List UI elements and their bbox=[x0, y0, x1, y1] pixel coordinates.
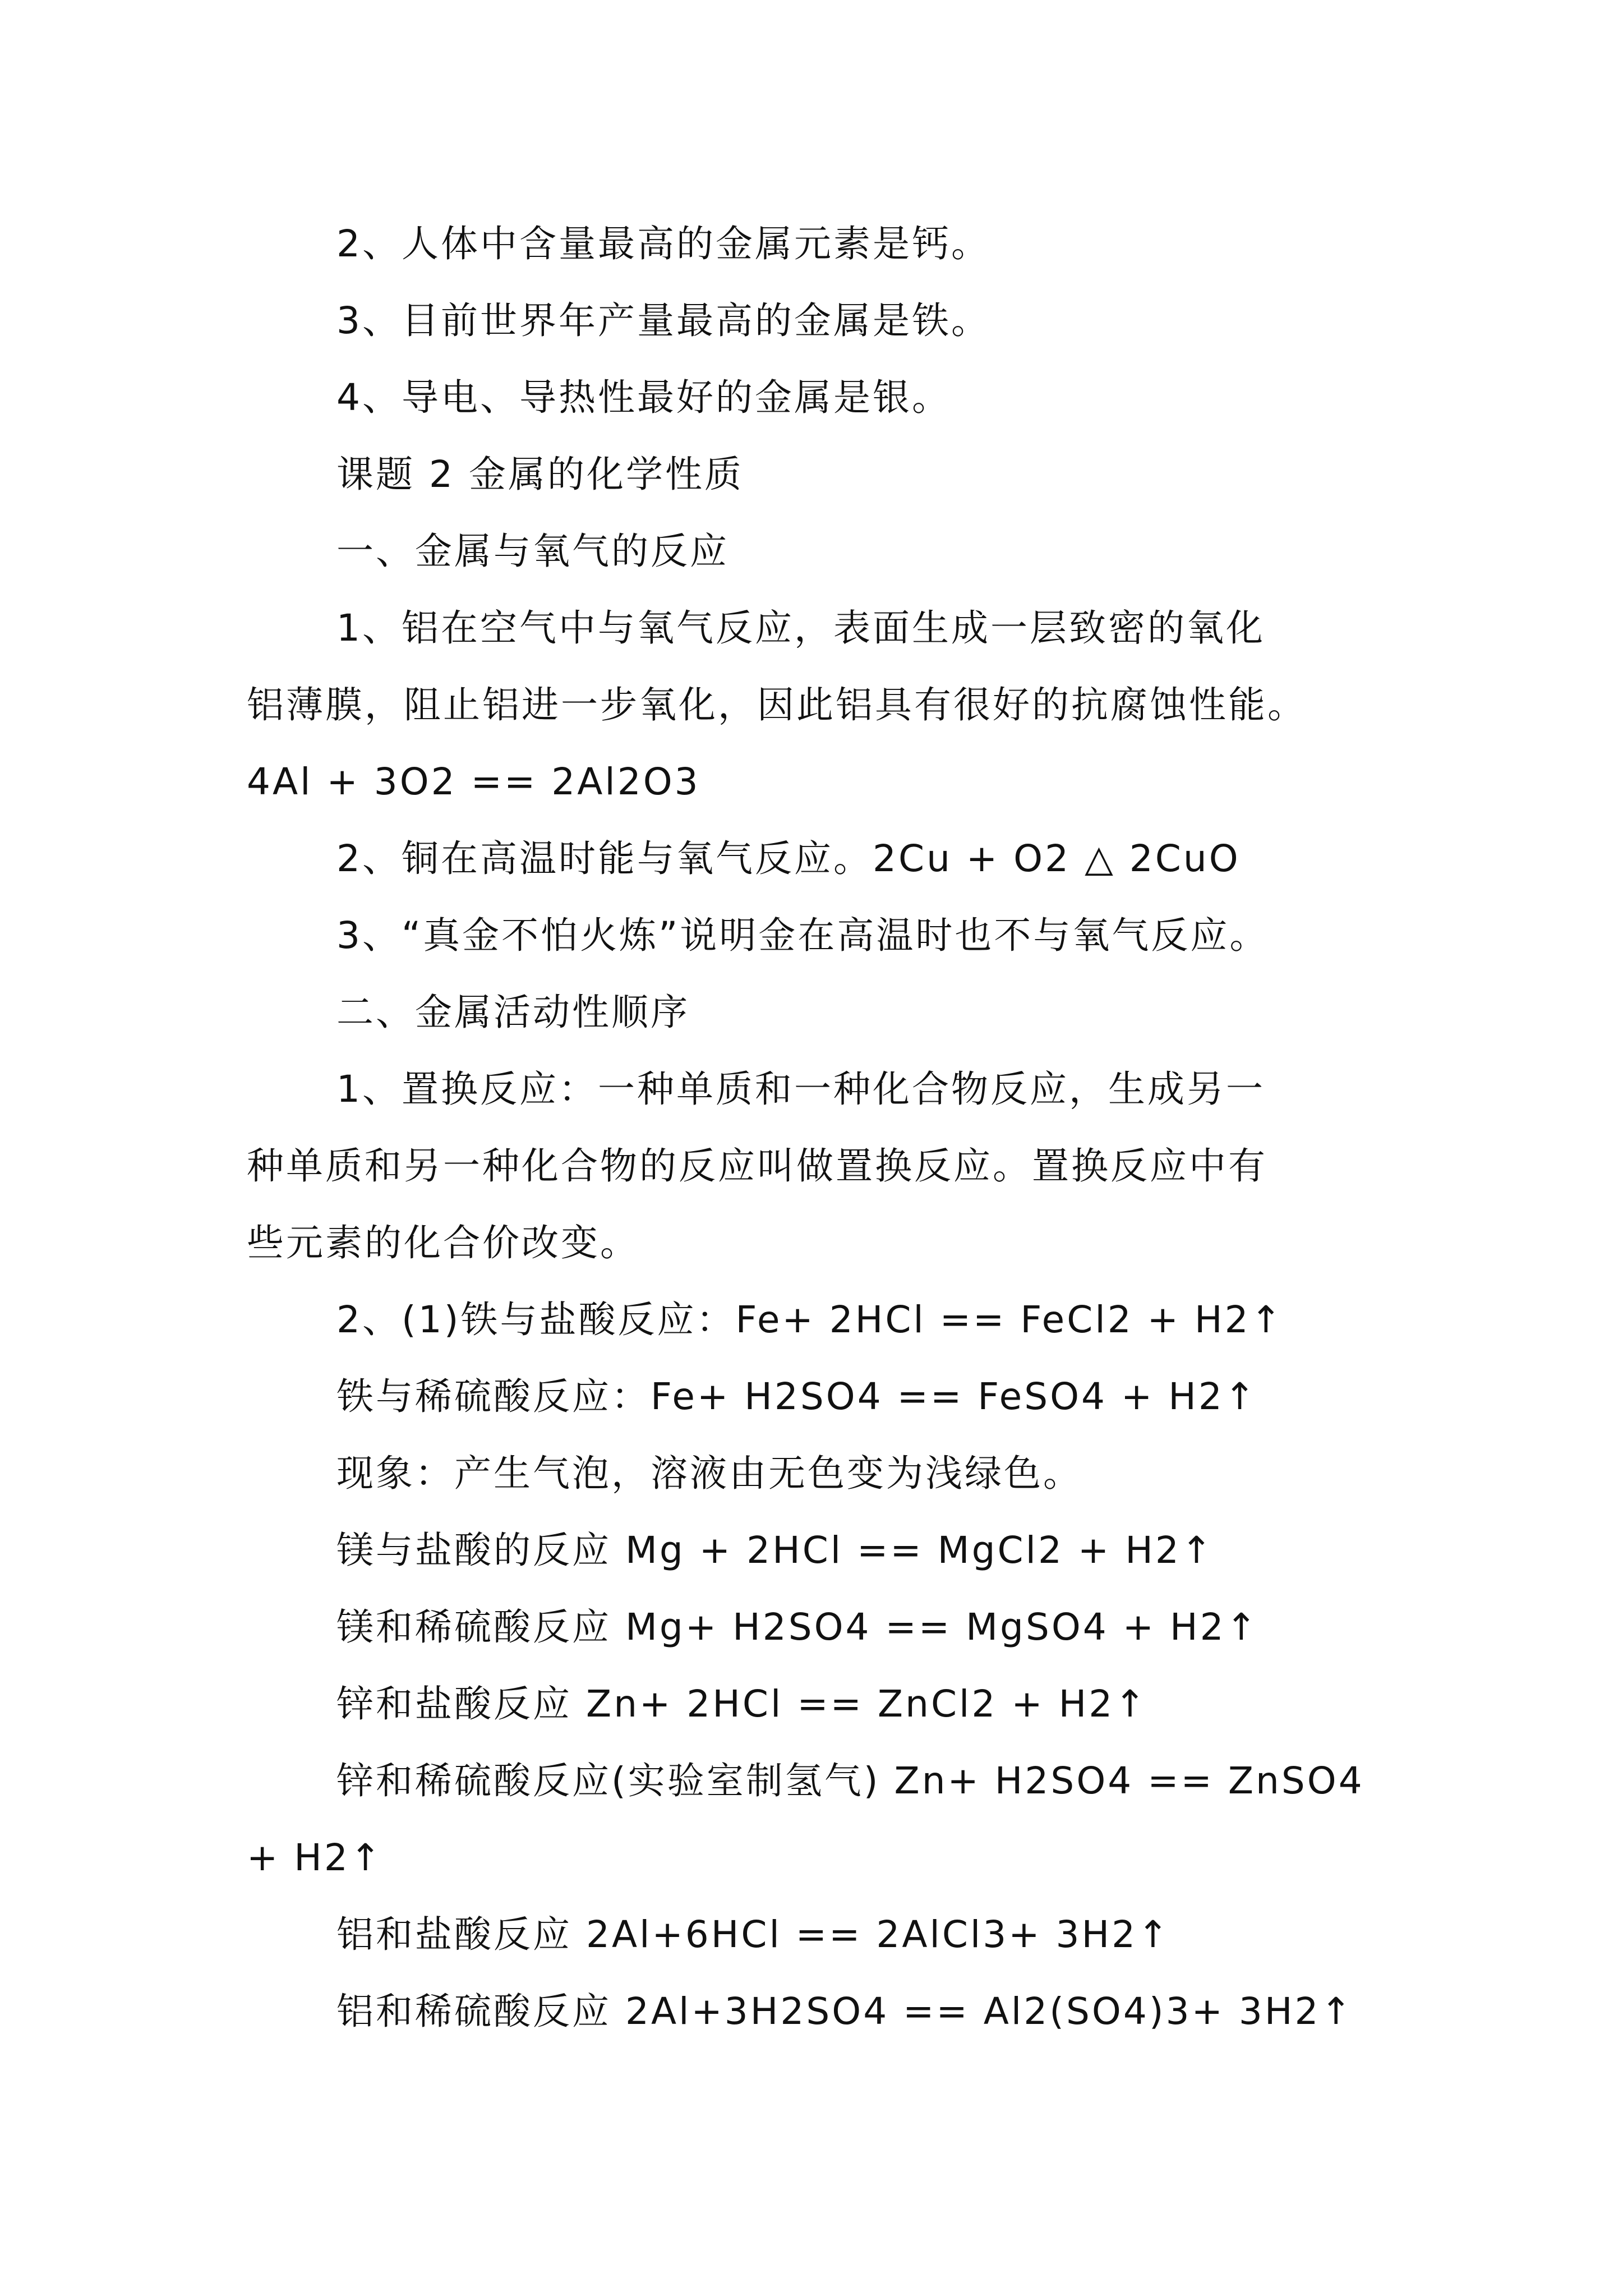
subsection-heading: 一、金属与氧气的反应 bbox=[336, 530, 729, 573]
equation-line: 铝和盐酸反应 2Al+6HCl == 2AlCl3+ 3H2↑ bbox=[336, 1913, 1171, 1956]
text-line: 种单质和另一种化合物的反应叫做置换反应。置换反应中有 bbox=[247, 1144, 1267, 1188]
text-line: 些元素的化合价改变。 bbox=[247, 1221, 639, 1264]
equation-line: 镁与盐酸的反应 Mg + 2HCl == MgCl2 + H2↑ bbox=[336, 1529, 1215, 1572]
equation-line: 锌和稀硫酸反应(实验室制氢气) Zn+ H2SO4 == ZnSO4 bbox=[336, 1759, 1364, 1802]
equation-line: 4Al + 3O2 == 2Al2O3 bbox=[247, 760, 700, 803]
text-line: 2、铜在高温时能与氧气反应。2Cu + O2 △ 2CuO bbox=[336, 837, 1241, 880]
text-line: 现象：产生气泡，溶液由无色变为浅绿色。 bbox=[336, 1452, 1082, 1495]
text-line: 1、铝在空气中与氧气反应，表面生成一层致密的氧化 bbox=[336, 606, 1265, 650]
text-line: 4、导电、导热性最好的金属是银。 bbox=[336, 376, 951, 419]
equation-line: 2、(1)铁与盐酸反应：Fe+ 2HCl == FeCl2 + H2↑ bbox=[336, 1298, 1284, 1341]
equation-line: 铁与稀硫酸反应：Fe+ H2SO4 == FeSO4 + H2↑ bbox=[336, 1375, 1258, 1418]
equation-line: 镁和稀硫酸反应 Mg+ H2SO4 == MgSO4 + H2↑ bbox=[336, 1605, 1259, 1649]
text-line: 1、置换反应：一种单质和一种化合物反应，生成另一 bbox=[336, 1068, 1265, 1111]
equation-line: + H2↑ bbox=[247, 1836, 384, 1879]
equation-line: 锌和盐酸反应 Zn+ 2HCl == ZnCl2 + H2↑ bbox=[336, 1682, 1148, 1726]
equation-line: 铝和稀硫酸反应 2Al+3H2SO4 == Al2(SO4)3+ 3H2↑ bbox=[336, 1990, 1354, 2033]
text-line: 3、“真金不怕火炼”说明金在高温时也不与氧气反应。 bbox=[336, 914, 1269, 957]
section-heading: 课题 2 金属的化学性质 bbox=[336, 453, 744, 496]
subsection-heading: 二、金属活动性顺序 bbox=[336, 991, 690, 1034]
text-line: 2、人体中含量最高的金属元素是钙。 bbox=[336, 222, 990, 265]
text-line: 铝薄膜，阻止铝进一步氧化，因此铝具有很好的抗腐蚀性能。 bbox=[247, 683, 1307, 726]
text-line: 3、目前世界年产量最高的金属是铁。 bbox=[336, 299, 990, 342]
